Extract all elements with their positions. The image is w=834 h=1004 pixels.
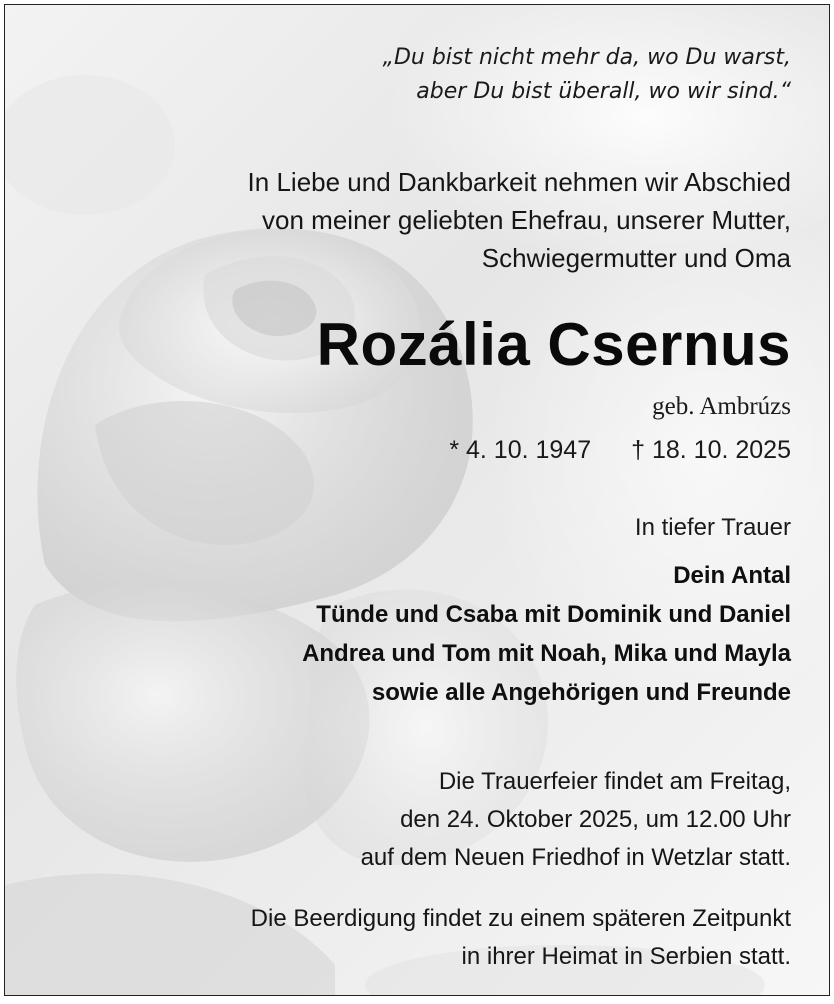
ceremony-line-3: auf dem Neuen Friedhof in Wetzlar statt.	[360, 844, 791, 871]
intro-line-2: von meiner geliebten Ehefrau, unserer Mutter,	[262, 205, 791, 235]
mourner-line: sowie alle Angehörigen und Freunde	[371, 679, 791, 706]
quote-line-1: „Du bist nicht mehr da, wo Du warst,	[382, 45, 791, 70]
ceremony-line-1: Die Trauerfeier findet am Freitag,	[438, 768, 791, 795]
mourner-line: Tünde und Csaba mit Dominik und Daniel	[316, 601, 791, 628]
death-date: † 18. 10. 2025	[631, 436, 791, 464]
intro-line-3: Schwiegermutter und Oma	[481, 243, 791, 273]
deceased-name: Rozália Csernus	[316, 311, 791, 378]
birth-date: * 4. 10. 1947	[449, 436, 592, 464]
intro-line-1: In Liebe und Dankbarkeit nehmen wir Abschied	[247, 167, 791, 197]
mourner-line: Dein Antal	[673, 562, 791, 589]
farewell-intro	[248, 163, 791, 277]
burial-line-2: in ihrer Heimat in Serbien statt.	[461, 943, 791, 970]
mourning-heading: In tiefer Trauer	[634, 514, 791, 541]
mourner-line: Andrea und Tom mit Noah, Mika und Mayla	[302, 640, 791, 667]
burial-details	[251, 900, 791, 976]
life-dates	[449, 431, 791, 469]
ceremony-details	[361, 763, 791, 877]
obituary-notice	[4, 4, 830, 996]
quote-line-2: aber Du bist überall, wo wir sind.“	[416, 79, 791, 104]
birth-name: geb. Ambrúzs	[652, 393, 791, 420]
mourners-list	[302, 556, 791, 712]
memorial-quote	[383, 41, 791, 109]
burial-line-1: Die Beerdigung findet zu einem späteren Zeitpunkt	[250, 905, 791, 932]
ceremony-line-2: den 24. Oktober 2025, um 12.00 Uhr	[400, 806, 791, 833]
